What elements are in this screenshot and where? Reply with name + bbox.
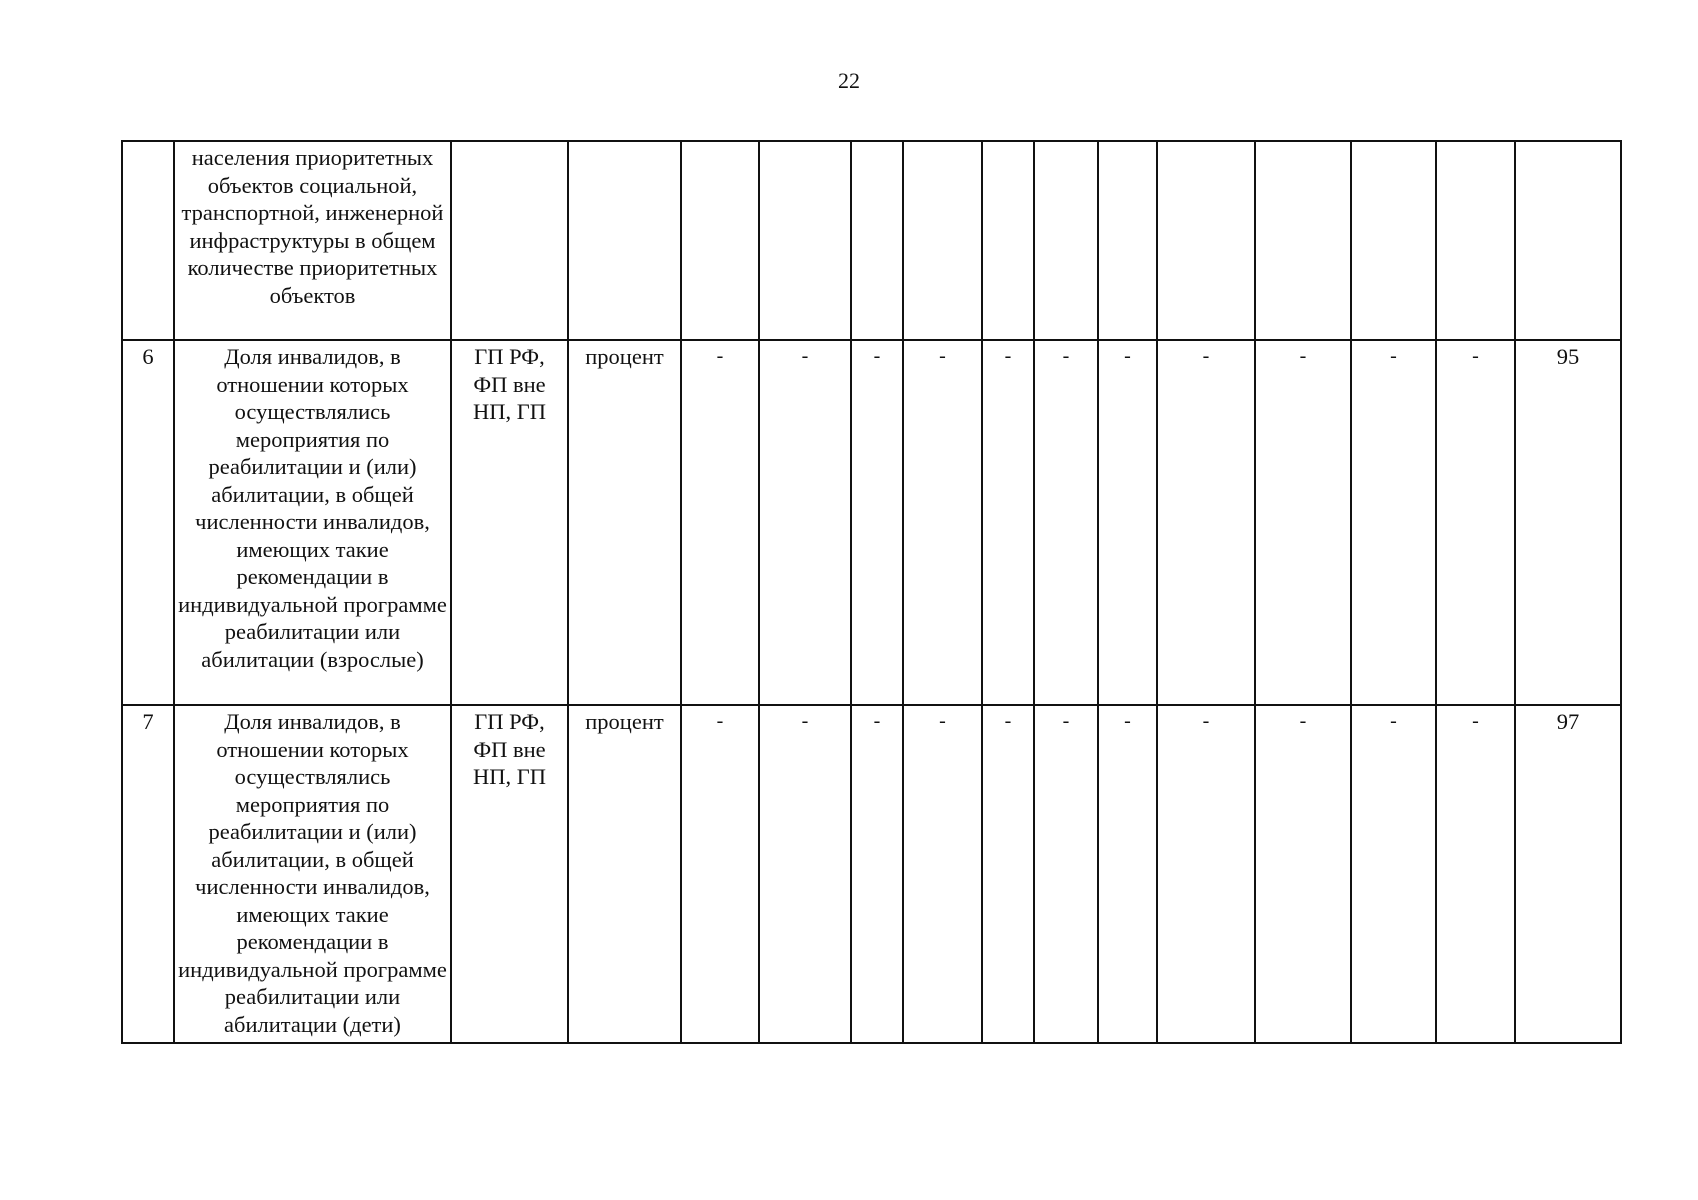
target-value: 97 <box>1515 705 1621 1043</box>
row-number: 7 <box>122 705 174 1043</box>
value-cell: - <box>851 705 903 1043</box>
indicator-name: Доля инвалидов, в отношении которых осуществлялись мероприятия по реабилитации и (или) абилитации, в общей численности инвалидов, имеющих такие рекомендации в индивидуальной программе реабилитации или абилитации (дети) <box>174 705 451 1043</box>
indicator-source: ГП РФ, ФП вне НП, ГП <box>451 705 568 1043</box>
table-row <box>122 340 1621 705</box>
value-cell: - <box>1098 705 1157 1043</box>
value-cell: - <box>903 340 982 705</box>
value-cell: - <box>1351 705 1436 1043</box>
indicator-name: Доля инвалидов, в отношении которых осуществлялись мероприятия по реабилитации и (или) абилитации, в общей численности инвалидов, имеющих такие рекомендации в индивидуальной программе реабилитации или абилитации (взрослые) <box>174 340 451 705</box>
value-cell: - <box>1255 340 1351 705</box>
value-cell: - <box>681 705 759 1043</box>
indicator-table <box>121 140 1622 1044</box>
indicator-unit: процент <box>568 705 681 1043</box>
indicator-source <box>451 141 568 340</box>
value-cell: - <box>1098 340 1157 705</box>
indicator-name: населения приоритетных объектов социальной, транспортной, инженерной инфраструктуры в общем количестве приоритетных объектов <box>174 141 451 340</box>
value-cell <box>1255 141 1351 340</box>
value-cell: - <box>982 340 1034 705</box>
target-value: 95 <box>1515 340 1621 705</box>
value-cell: - <box>1034 705 1098 1043</box>
row-number: 6 <box>122 340 174 705</box>
value-cell <box>1098 141 1157 340</box>
value-cell <box>982 141 1034 340</box>
value-cell <box>1034 141 1098 340</box>
value-cell <box>851 141 903 340</box>
target-value <box>1515 141 1621 340</box>
table-row <box>122 141 1621 340</box>
value-cell: - <box>1157 705 1255 1043</box>
indicator-unit <box>568 141 681 340</box>
value-cell <box>1351 141 1436 340</box>
value-cell <box>759 141 851 340</box>
indicator-unit: процент <box>568 340 681 705</box>
value-cell: - <box>1436 705 1515 1043</box>
table-row <box>122 705 1621 1043</box>
value-cell: - <box>1157 340 1255 705</box>
value-cell <box>903 141 982 340</box>
value-cell: - <box>851 340 903 705</box>
value-cell: - <box>903 705 982 1043</box>
value-cell: - <box>1034 340 1098 705</box>
page-number: 22 <box>838 68 860 93</box>
value-cell: - <box>1351 340 1436 705</box>
value-cell: - <box>1436 340 1515 705</box>
value-cell: - <box>759 340 851 705</box>
value-cell: - <box>982 705 1034 1043</box>
value-cell: - <box>759 705 851 1043</box>
value-cell: - <box>681 340 759 705</box>
row-number <box>122 141 174 340</box>
value-cell <box>681 141 759 340</box>
value-cell <box>1436 141 1515 340</box>
indicator-source: ГП РФ, ФП вне НП, ГП <box>451 340 568 705</box>
value-cell <box>1157 141 1255 340</box>
value-cell: - <box>1255 705 1351 1043</box>
